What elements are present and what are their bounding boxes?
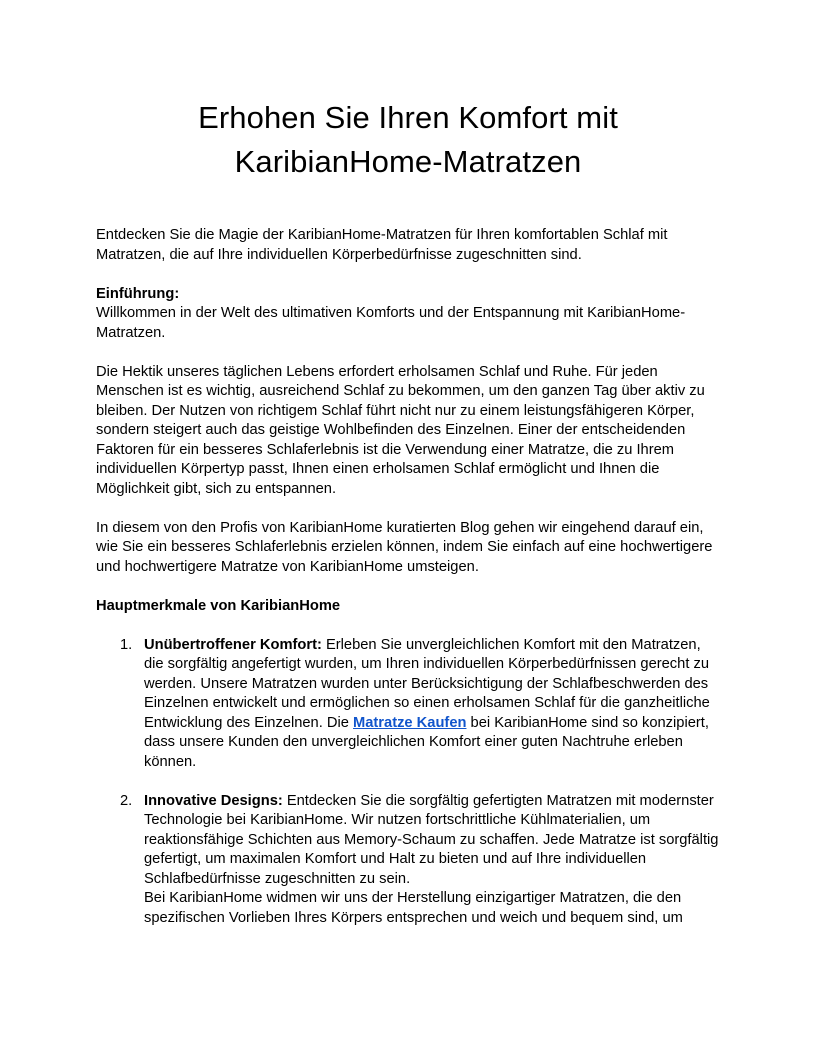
document-page [96, 96, 720, 928]
einfuehrung-heading: Einführung: [96, 285, 180, 302]
list-item-label: Unübertroffener Komfort: [144, 636, 322, 653]
einfuehrung-text: Willkommen in der Welt des ultimativen Komforts und der Entspannung mit KaribianHome-Matratzen. [96, 305, 686, 341]
list-item-label: Innovative Designs: [144, 792, 283, 809]
list-item-text: Entdecken Sie die sorgfältig gefertigten Matratzen mit modernster Technologie bei KaribianHome. Wir nutzen fortschrittliche Kühlmaterialien, um reaktionsfähige Schichten aus Memory-Schaum zu schaffen. Jede Matratze ist sorgfältig gefertigt, um maximalen Komfort und Halt zu bieten und auf Ihre individuellen Schlafbedürfnisse zugeschnitten zu sein. [144, 792, 719, 887]
title-line-2: KaribianHome-Matratzen [234, 144, 582, 179]
list-item-text-continued: Bei KaribianHome widmen wir uns der Herstellung einzigartiger Matratzen, die den spezifischen Vorlieben Ihres Körpers entsprechen und weich und bequem sind, um [144, 890, 683, 926]
features-heading [96, 597, 720, 617]
list-item-number: 1. [120, 636, 133, 653]
list-item-text: Erleben Sie unvergleichlichen Komfort mit den Matratzen, die sorgfältig angefertigt wurden, um Ihren individuellen Körperbedürfnissen gerecht zu werden. Unsere Matratzen wurden unter Berücksichtigung der Schlafbeschwerden des Einzelnen entwickelt und ermöglichen so einen erholsamen Schlaf für die ganzheitliche Entwicklung des Einzelnen. Die [144, 636, 710, 731]
intro-paragraph: Entdecken Sie die Magie der KaribianHome-Matratzen für Ihren komfortablen Schlaf mit Matratzen, die auf Ihre individuellen Körperbedürfnisse zugeschnitten sind. [96, 227, 668, 263]
hektik-paragraph: Die Hektik unseres täglichen Lebens erfordert erholsamen Schlaf und Ruhe. Für jeden Menschen ist es wichtig, ausreichend Schlaf zu bekommen, um den ganzen Tag über aktiv zu bleiben. Der Nutzen von richtigem Schlaf führt nicht nur zu einem leistungsfähigeren Körper, sondern steigert auch das geistige Wohlbefinden des Einzelnen. Einer der entscheidenden Faktoren für ein besseres Schlaferlebnis ist die Verwendung einer Matratze, die zu Ihrem individuellen Körpertyp passt, Ihnen einen erholsamen Schlaf ermöglicht und Ihnen die Möglichkeit gibt, sich zu entspannen. [96, 363, 705, 497]
features-heading-text: Hauptmerkmale von KaribianHome [96, 597, 341, 614]
page-title [96, 96, 720, 184]
list-item [96, 636, 720, 773]
blog-paragraph: In diesem von den Profis von KaribianHome kuratierten Blog gehen wir eingehend darauf ein, wie Sie ein besseres Schlaferlebnis erzielen können, indem Sie einfach auf eine hochwertigere und hochwertigere Matratze von KaribianHome umsteigen. [96, 519, 713, 575]
title-line-1: Erhohen Sie Ihren Komfort mit [198, 100, 618, 135]
list-item-text-after-link: bei KaribianHome sind so konzipiert, dass unsere Kunden den unvergleichlichen Komfort einer guten Nachtruhe erleben können. [144, 714, 709, 770]
list-item [96, 792, 720, 929]
einfuehrung-section [96, 285, 720, 344]
features-list [96, 636, 720, 929]
list-item-number: 2. [120, 792, 133, 809]
matratze-kaufen-link[interactable]: Matratze Kaufen [353, 714, 467, 731]
